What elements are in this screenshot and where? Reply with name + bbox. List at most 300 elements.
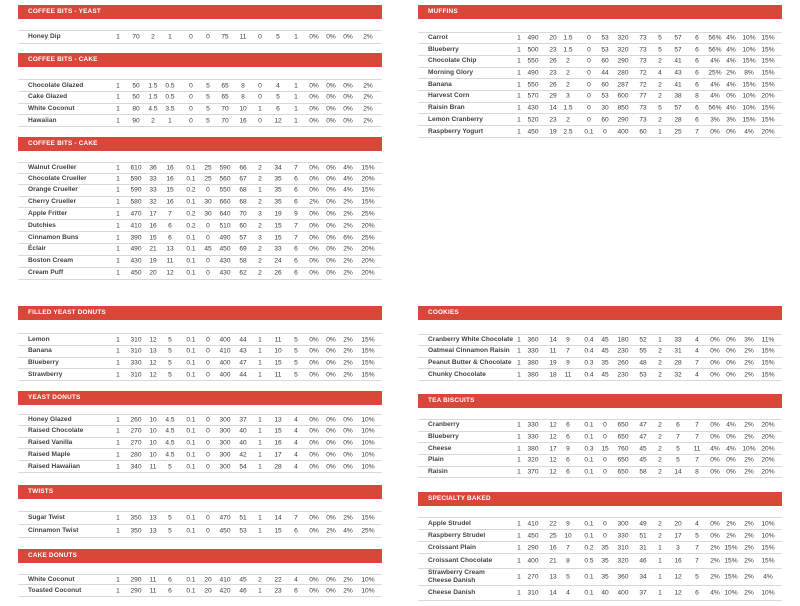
value-cell: 0% bbox=[326, 186, 336, 194]
value-cell: 16 bbox=[166, 164, 174, 172]
value-cell: 0% bbox=[326, 439, 336, 447]
value-cell: 6 bbox=[566, 456, 570, 464]
value-cell: 0% bbox=[726, 371, 736, 378]
value-cell: 2% bbox=[744, 421, 754, 429]
value-cell: 340 bbox=[130, 463, 142, 470]
section-filled bbox=[18, 306, 382, 386]
value-cell: 8 bbox=[695, 468, 699, 476]
value-cell: 13 bbox=[149, 527, 157, 535]
value-cell: 1 bbox=[517, 573, 521, 581]
value-cell: 500 bbox=[527, 46, 539, 53]
value-cell: 23 bbox=[549, 69, 557, 77]
value-cell: 0 bbox=[206, 527, 210, 535]
value-cell: 20% bbox=[361, 175, 375, 183]
value-cell: 1 bbox=[116, 527, 120, 535]
value-cell: 57 bbox=[674, 34, 682, 42]
item-name: Blueberry bbox=[428, 45, 459, 53]
item-name: Croissant Plain bbox=[428, 543, 477, 551]
value-cell: 4 bbox=[276, 82, 280, 89]
value-cell: 10% bbox=[761, 532, 775, 539]
value-cell: 1.5 bbox=[563, 46, 573, 53]
table-row bbox=[18, 174, 382, 186]
table-row bbox=[18, 358, 382, 370]
section-tea bbox=[418, 394, 782, 483]
value-cell: 1 bbox=[517, 589, 521, 597]
nutrition-table bbox=[18, 30, 382, 44]
value-cell: 2 bbox=[658, 92, 662, 100]
value-cell: 2 bbox=[658, 456, 662, 464]
value-cell: 6 bbox=[695, 104, 699, 112]
value-cell: 0% bbox=[726, 456, 736, 464]
value-cell: 287 bbox=[617, 81, 629, 88]
value-cell: 0% bbox=[309, 234, 319, 241]
value-cell: 1 bbox=[258, 186, 262, 194]
value-cell: 6 bbox=[168, 587, 172, 594]
value-cell: 2 bbox=[658, 347, 662, 355]
value-cell: 0 bbox=[587, 57, 591, 65]
value-cell: 0.1 bbox=[186, 451, 196, 458]
value-cell: 2 bbox=[658, 57, 662, 65]
value-cell: 20% bbox=[761, 456, 775, 464]
value-cell: 0% bbox=[309, 105, 319, 113]
value-cell: 15% bbox=[761, 46, 775, 53]
value-cell: 42 bbox=[239, 451, 247, 458]
value-cell: 12 bbox=[674, 589, 682, 597]
value-cell: 6 bbox=[695, 34, 699, 42]
value-cell: 850 bbox=[617, 104, 629, 112]
value-cell: 0.1 bbox=[186, 336, 196, 343]
value-cell: 1 bbox=[517, 46, 521, 53]
value-cell: 24 bbox=[274, 257, 282, 265]
value-cell: 6 bbox=[168, 234, 172, 241]
value-cell: 10% bbox=[361, 587, 375, 594]
value-cell: 310 bbox=[617, 544, 629, 551]
value-cell: 650 bbox=[617, 468, 629, 476]
value-cell: 6 bbox=[695, 589, 699, 597]
table-row bbox=[418, 542, 782, 554]
value-cell: 5 bbox=[168, 371, 172, 378]
nutrition-table bbox=[18, 79, 382, 127]
item-name: Croissant Chocolate bbox=[428, 556, 493, 564]
value-cell: 16 bbox=[274, 439, 282, 447]
value-cell: 0 bbox=[206, 347, 210, 355]
value-cell: 2 bbox=[658, 532, 662, 539]
value-cell: 0 bbox=[206, 359, 210, 367]
value-cell: 0.1 bbox=[186, 576, 196, 583]
value-cell: 4.5 bbox=[165, 427, 175, 435]
value-cell: 1 bbox=[517, 359, 521, 367]
value-cell: 1 bbox=[517, 34, 521, 42]
value-cell: 1 bbox=[116, 451, 120, 458]
value-cell: 0 bbox=[206, 451, 210, 458]
item-name: Oatmeal Cinnamon Raisin bbox=[428, 347, 510, 355]
value-cell: 60 bbox=[639, 128, 647, 135]
value-cell: 2 bbox=[658, 81, 662, 88]
value-cell: 2 bbox=[151, 117, 155, 124]
value-cell: 0.1 bbox=[186, 371, 196, 378]
value-cell: 12 bbox=[149, 371, 157, 378]
value-cell: 0% bbox=[309, 463, 319, 470]
value-cell: 0% bbox=[343, 117, 353, 124]
value-cell: 5 bbox=[294, 347, 298, 355]
table-row bbox=[18, 208, 382, 220]
value-cell: 330 bbox=[527, 347, 539, 355]
value-cell: 25% bbox=[361, 527, 375, 535]
value-cell: 13 bbox=[166, 245, 174, 253]
value-cell: 0.2 bbox=[186, 210, 196, 217]
item-name: Raspberry Yogurt bbox=[428, 127, 484, 135]
table-row bbox=[18, 512, 382, 525]
value-cell: 0 bbox=[189, 93, 193, 101]
value-cell: 490 bbox=[527, 69, 539, 77]
value-cell: 20% bbox=[761, 468, 775, 476]
value-cell: 57 bbox=[674, 104, 682, 112]
value-cell: 15% bbox=[761, 57, 775, 65]
value-cell: 10% bbox=[742, 92, 756, 100]
value-cell: 18 bbox=[549, 371, 557, 378]
table-row bbox=[418, 335, 782, 346]
value-cell: 1 bbox=[116, 371, 120, 378]
value-cell: 0.4 bbox=[584, 336, 594, 344]
table-row bbox=[18, 268, 382, 281]
value-cell: 0% bbox=[326, 117, 336, 124]
value-cell: 37 bbox=[639, 589, 647, 597]
value-cell: 15% bbox=[742, 116, 756, 123]
value-cell: 10 bbox=[149, 416, 157, 424]
value-cell: 260 bbox=[130, 416, 142, 424]
value-cell: 0.1 bbox=[186, 198, 196, 206]
nutrition-table bbox=[418, 32, 782, 138]
value-cell: 0 bbox=[206, 439, 210, 447]
value-cell: 2% bbox=[363, 33, 373, 41]
value-cell: 43 bbox=[239, 347, 247, 355]
value-cell: 350 bbox=[130, 527, 142, 535]
item-name: Chocolate Crueller bbox=[28, 174, 87, 182]
value-cell: 2 bbox=[658, 359, 662, 367]
value-cell: 53 bbox=[639, 371, 647, 378]
value-cell: 650 bbox=[617, 456, 629, 464]
value-cell: 1 bbox=[294, 82, 298, 89]
value-cell: 43 bbox=[674, 69, 682, 77]
value-cell: 7 bbox=[566, 544, 570, 551]
value-cell: 1.5 bbox=[148, 82, 158, 89]
value-cell: 0% bbox=[343, 105, 353, 113]
value-cell: 6 bbox=[294, 587, 298, 594]
value-cell: 48 bbox=[639, 359, 647, 367]
value-cell: 7 bbox=[294, 234, 298, 241]
value-cell: 0% bbox=[710, 532, 720, 539]
value-cell: 0% bbox=[326, 587, 336, 594]
value-cell: 300 bbox=[219, 416, 231, 424]
value-cell: 1 bbox=[116, 164, 120, 172]
value-cell: 15 bbox=[166, 186, 174, 194]
value-cell: 9 bbox=[566, 336, 570, 344]
value-cell: 36 bbox=[149, 164, 157, 172]
item-name: White Coconut bbox=[28, 104, 75, 112]
value-cell: 10 bbox=[149, 427, 157, 435]
value-cell: 5 bbox=[206, 82, 210, 89]
value-cell: 1 bbox=[116, 117, 120, 124]
value-cell: 0% bbox=[326, 93, 336, 101]
item-name: Raisin bbox=[428, 467, 448, 475]
value-cell: 2% bbox=[744, 347, 754, 355]
value-cell: 5 bbox=[294, 371, 298, 378]
value-cell: 2% bbox=[343, 336, 353, 343]
item-name: Cinnamon Twist bbox=[28, 527, 79, 534]
table-row bbox=[418, 346, 782, 358]
value-cell: 15 bbox=[601, 445, 609, 452]
item-name: Raised Chocolate bbox=[28, 427, 84, 435]
item-name: Cheese Danish bbox=[428, 589, 476, 596]
value-cell: 0 bbox=[603, 421, 607, 429]
value-cell: 6 bbox=[566, 433, 570, 441]
value-cell: 35 bbox=[601, 573, 609, 581]
value-cell: 420 bbox=[219, 587, 231, 594]
value-cell: 2% bbox=[309, 198, 319, 206]
value-cell: 0 bbox=[206, 427, 210, 435]
table-row bbox=[18, 449, 382, 461]
value-cell: 19 bbox=[149, 257, 157, 265]
value-cell: 68 bbox=[239, 198, 247, 206]
item-name: Orange Crueller bbox=[28, 186, 78, 194]
value-cell: 0.1 bbox=[186, 257, 196, 265]
value-cell: 4.5 bbox=[165, 451, 175, 458]
value-cell: 37 bbox=[239, 416, 247, 424]
value-cell: 1 bbox=[116, 576, 120, 583]
value-cell: 0.1 bbox=[186, 245, 196, 253]
section-yeast bbox=[18, 391, 382, 478]
value-cell: 0.5 bbox=[165, 82, 175, 89]
value-cell: 450 bbox=[527, 532, 539, 539]
value-cell: 0 bbox=[603, 532, 607, 539]
value-cell: 2% bbox=[726, 69, 736, 77]
section-title: TEA BISCUITS bbox=[418, 394, 782, 408]
section-title: COFFEE BITS - CAKE bbox=[18, 137, 382, 151]
value-cell: 15% bbox=[724, 557, 738, 565]
value-cell: 33 bbox=[274, 245, 282, 253]
value-cell: 0% bbox=[710, 371, 720, 378]
value-cell: 350 bbox=[130, 514, 142, 522]
value-cell: 0 bbox=[189, 117, 193, 124]
item-name: Blueberry bbox=[428, 432, 459, 440]
table-row bbox=[18, 232, 382, 244]
value-cell: 300 bbox=[219, 451, 231, 458]
value-cell: 0.1 bbox=[584, 433, 594, 441]
value-cell: 15 bbox=[274, 222, 282, 229]
value-cell: 6 bbox=[695, 81, 699, 88]
value-cell: 53 bbox=[601, 46, 609, 53]
value-cell: 1 bbox=[116, 269, 120, 277]
value-cell: 0% bbox=[326, 82, 336, 89]
nutrition-table bbox=[18, 333, 382, 381]
value-cell: 0 bbox=[587, 116, 591, 123]
value-cell: 0% bbox=[726, 433, 736, 441]
value-cell: 0.1 bbox=[186, 269, 196, 277]
item-name: Morning Glory bbox=[428, 68, 474, 76]
table-row bbox=[18, 585, 382, 597]
value-cell: 14 bbox=[274, 514, 282, 522]
value-cell: 5 bbox=[168, 463, 172, 470]
value-cell: 10% bbox=[724, 589, 738, 597]
value-cell: 2.5 bbox=[563, 128, 573, 135]
item-name: Carrot bbox=[428, 34, 448, 41]
table-row bbox=[418, 44, 782, 56]
value-cell: 7 bbox=[695, 433, 699, 441]
item-name: Cinnamon Buns bbox=[28, 233, 79, 241]
value-cell: 1 bbox=[116, 210, 120, 217]
value-cell: 6% bbox=[343, 234, 353, 241]
value-cell: 72 bbox=[639, 81, 647, 88]
value-cell: 35 bbox=[601, 359, 609, 367]
item-name: Lemon bbox=[28, 335, 50, 343]
value-cell: 15 bbox=[274, 427, 282, 435]
value-cell: 20% bbox=[361, 222, 375, 229]
item-name: Chocolate Chip bbox=[428, 57, 477, 65]
value-cell: 20% bbox=[761, 128, 775, 135]
value-cell: 40 bbox=[601, 589, 609, 597]
value-cell: 5 bbox=[206, 105, 210, 113]
value-cell: 12 bbox=[274, 117, 282, 124]
value-cell: 19 bbox=[274, 210, 282, 217]
value-cell: 0 bbox=[603, 456, 607, 464]
value-cell: 0% bbox=[343, 416, 353, 424]
value-cell: 330 bbox=[527, 421, 539, 429]
value-cell: 0.1 bbox=[186, 416, 196, 424]
value-cell: 290 bbox=[617, 116, 629, 123]
value-cell: 5 bbox=[566, 573, 570, 581]
value-cell: 5 bbox=[695, 532, 699, 539]
value-cell: 10% bbox=[761, 589, 775, 597]
value-cell: 44 bbox=[601, 69, 609, 77]
value-cell: 1 bbox=[294, 105, 298, 113]
value-cell: 7 bbox=[695, 456, 699, 464]
value-cell: 19 bbox=[549, 359, 557, 367]
value-cell: 300 bbox=[219, 427, 231, 435]
table-row bbox=[18, 104, 382, 116]
value-cell: 10% bbox=[361, 416, 375, 424]
value-cell: 7 bbox=[676, 433, 680, 441]
value-cell: 10% bbox=[361, 451, 375, 458]
value-cell: 0.2 bbox=[186, 222, 196, 229]
value-cell: 11 bbox=[274, 336, 282, 343]
value-cell: 0.1 bbox=[186, 527, 196, 535]
value-cell: 1 bbox=[258, 514, 262, 522]
value-cell: 45 bbox=[204, 245, 212, 253]
value-cell: 13 bbox=[274, 416, 282, 424]
value-cell: 12 bbox=[674, 573, 682, 581]
value-cell: 28 bbox=[674, 359, 682, 367]
value-cell: 0 bbox=[206, 514, 210, 522]
item-name: Cranberry bbox=[428, 421, 460, 429]
value-cell: 5 bbox=[695, 573, 699, 581]
value-cell: 54 bbox=[239, 463, 247, 470]
value-cell: 4% bbox=[763, 573, 773, 581]
value-cell: 1 bbox=[517, 69, 521, 77]
value-cell: 0% bbox=[343, 33, 353, 41]
value-cell: 26 bbox=[274, 269, 282, 277]
value-cell: 1 bbox=[116, 439, 120, 447]
value-cell: 6 bbox=[695, 57, 699, 65]
value-cell: 16 bbox=[239, 117, 247, 124]
value-cell: 1.5 bbox=[148, 93, 158, 101]
value-cell: 450 bbox=[219, 527, 231, 535]
table-row bbox=[18, 369, 382, 381]
value-cell: 0 bbox=[587, 69, 591, 77]
value-cell: 300 bbox=[617, 520, 629, 527]
value-cell: 32 bbox=[674, 371, 682, 378]
value-cell: 310 bbox=[130, 347, 142, 355]
value-cell: 0% bbox=[326, 222, 336, 229]
value-cell: 2% bbox=[343, 359, 353, 367]
section-title: CAKE DONUTS bbox=[18, 549, 382, 563]
value-cell: 20 bbox=[204, 576, 212, 583]
value-cell: 290 bbox=[130, 587, 142, 594]
value-cell: 0% bbox=[309, 416, 319, 424]
value-cell: 2 bbox=[658, 468, 662, 476]
value-cell: 60 bbox=[601, 57, 609, 65]
value-cell: 510 bbox=[219, 222, 231, 229]
value-cell: 14 bbox=[674, 468, 682, 476]
value-cell: 56% bbox=[708, 104, 722, 112]
value-cell: 470 bbox=[130, 210, 142, 217]
value-cell: 15% bbox=[761, 69, 775, 77]
value-cell: 73 bbox=[639, 116, 647, 123]
table-row bbox=[18, 92, 382, 104]
value-cell: 300 bbox=[219, 439, 231, 447]
value-cell: 1 bbox=[116, 257, 120, 265]
value-cell: 7 bbox=[294, 222, 298, 229]
value-cell: 0 bbox=[603, 128, 607, 135]
value-cell: 5 bbox=[276, 33, 280, 41]
value-cell: 0% bbox=[309, 164, 319, 172]
value-cell: 15% bbox=[361, 347, 375, 355]
value-cell: 0.1 bbox=[584, 573, 594, 581]
value-cell: 2% bbox=[710, 557, 720, 565]
value-cell: 0 bbox=[206, 234, 210, 241]
value-cell: 2 bbox=[658, 371, 662, 378]
value-cell: 0 bbox=[206, 257, 210, 265]
value-cell: 5 bbox=[206, 93, 210, 101]
value-cell: 11 bbox=[693, 445, 701, 452]
value-cell: 17 bbox=[674, 532, 682, 539]
value-cell: 1 bbox=[258, 427, 262, 435]
value-cell: 7 bbox=[695, 359, 699, 367]
value-cell: 44 bbox=[239, 371, 247, 378]
value-cell: 41 bbox=[674, 57, 682, 65]
value-cell: 650 bbox=[617, 421, 629, 429]
table-row bbox=[418, 569, 782, 587]
value-cell: 7 bbox=[695, 544, 699, 551]
value-cell: 0.1 bbox=[584, 421, 594, 429]
value-cell: 25 bbox=[204, 175, 212, 183]
value-cell: 2% bbox=[343, 198, 353, 206]
value-cell: 0 bbox=[206, 33, 210, 41]
value-cell: 330 bbox=[527, 433, 539, 441]
item-name: Toasted Coconut bbox=[28, 586, 82, 594]
value-cell: 70 bbox=[221, 105, 229, 113]
value-cell: 4 bbox=[294, 416, 298, 424]
section-title: FILLED YEAST DONUTS bbox=[18, 306, 382, 320]
value-cell: 10% bbox=[742, 46, 756, 53]
value-cell: 34 bbox=[274, 164, 282, 172]
value-cell: 8% bbox=[744, 69, 754, 77]
value-cell: 0 bbox=[603, 468, 607, 476]
value-cell: 0% bbox=[309, 93, 319, 101]
value-cell: 15% bbox=[761, 359, 775, 367]
value-cell: 40 bbox=[239, 439, 247, 447]
value-cell: 550 bbox=[219, 186, 231, 194]
value-cell: 16 bbox=[166, 175, 174, 183]
